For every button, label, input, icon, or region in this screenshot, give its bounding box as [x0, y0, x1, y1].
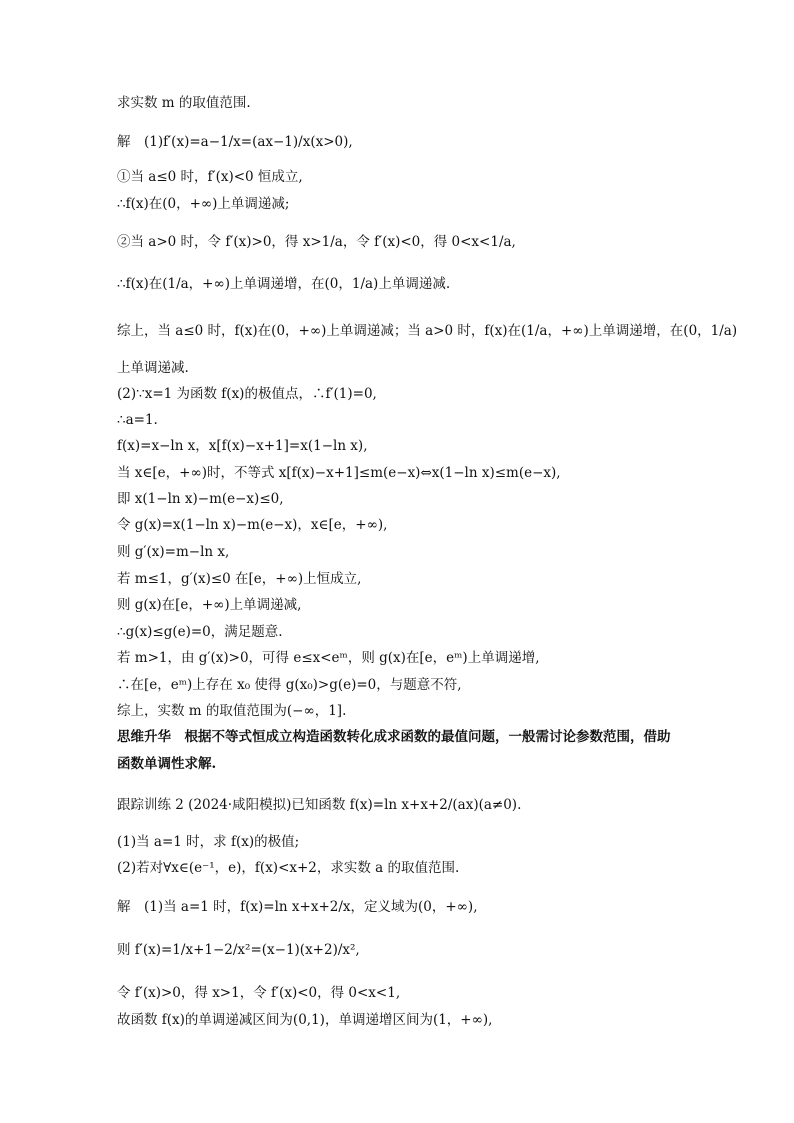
text-line: ∴f(x)在(0，+∞)上单调递减; — [117, 196, 290, 212]
text-line: 解 (1)f′(x)=a−1/x=(ax−1)/x(x>0), — [117, 134, 353, 150]
text-line: ①当 a≤0 时，f′(x)<0 恒成立, — [117, 169, 303, 185]
text-line: 若 m≤1，g′(x)≤0 在[e，+∞)上恒成立, — [117, 571, 362, 587]
text-line: 综上，当 a≤0 时，f(x)在(0，+∞)上单调递减；当 a>0 时，f(x)在(1/a，+∞)上单调递增，在(0，1/a) — [117, 323, 738, 339]
text-line: f(x)=x−ln x，x[f(x)−x+1]=x(1−ln x), — [117, 438, 368, 454]
text-line: (2)∵x=1 为函数 f(x)的极值点，∴f′(1)=0, — [117, 386, 377, 402]
text-line: ∴f(x)在(1/a，+∞)上单调递增，在(0，1/a)上单调递减. — [117, 276, 451, 292]
summary-heading-line: 思维升华 根据不等式恒成立构造函数转化成求函数的最值问题，一般需讨论参数范围，借助 — [117, 729, 671, 745]
text-line: 解 (1)当 a=1 时，f(x)=ln x+x+2/x，定义域为(0，+∞), — [117, 899, 478, 915]
text-line: 上单调递减. — [117, 360, 189, 376]
text-line: 即 x(1−ln x)−m(e−x)≤0, — [117, 491, 284, 507]
text-line: 当 x∈[e，+∞)时，不等式 x[f(x)−x+1]≤m(e−x)⇔x(1−ln x)≤m(e−x), — [117, 465, 561, 481]
text-line: ∴a=1. — [117, 412, 158, 428]
text-line: 则 f′(x)=1/x+1−2/x²=(x−1)(x+2)/x², — [117, 942, 360, 958]
text-line: ②当 a>0 时，令 f′(x)>0，得 x>1/a，令 f′(x)<0，得 0<x<1/a, — [117, 234, 516, 250]
text-line: 则 g(x)在[e，+∞)上单调递减, — [117, 597, 302, 613]
text-line: 令 g(x)=x(1−ln x)−m(e−x)，x∈[e，+∞), — [117, 517, 388, 533]
text-line: ∴g(x)≤g(e)=0，满足题意. — [117, 624, 283, 640]
text-line: 令 f′(x)>0，得 x>1，令 f′(x)<0，得 0<x<1, — [117, 985, 401, 1001]
exercise-title-line: 跟踪训练 2 (2024·咸阳模拟)已知函数 f(x)=ln x+x+2/(ax)(a≠0). — [117, 797, 522, 813]
text-line: 综上，实数 m 的取值范围为(−∞，1]. — [117, 703, 347, 719]
text-line: 若 m>1，由 g′(x)>0，可得 e≤x<eᵐ，则 g(x)在[e，eᵐ)上单调递增, — [117, 650, 540, 666]
text-line: 求实数 m 的取值范围. — [117, 95, 251, 111]
text-line: 则 g′(x)=m−ln x, — [117, 544, 230, 560]
text-line: ∴在[e，eᵐ)上存在 x₀ 使得 g(x₀)>g(e)=0，与题意不符, — [117, 677, 462, 693]
question-2-line: (2)若对∀x∈(e⁻¹，e)，f(x)<x+2，求实数 a 的取值范围. — [117, 860, 460, 876]
text-line: 故函数 f(x)的单调递减区间为(0,1)，单调递增区间为(1，+∞), — [117, 1012, 493, 1028]
summary-line: 函数单调性求解. — [117, 756, 217, 772]
question-1-line: (1)当 a=1 时，求 f(x)的极值; — [117, 834, 300, 850]
